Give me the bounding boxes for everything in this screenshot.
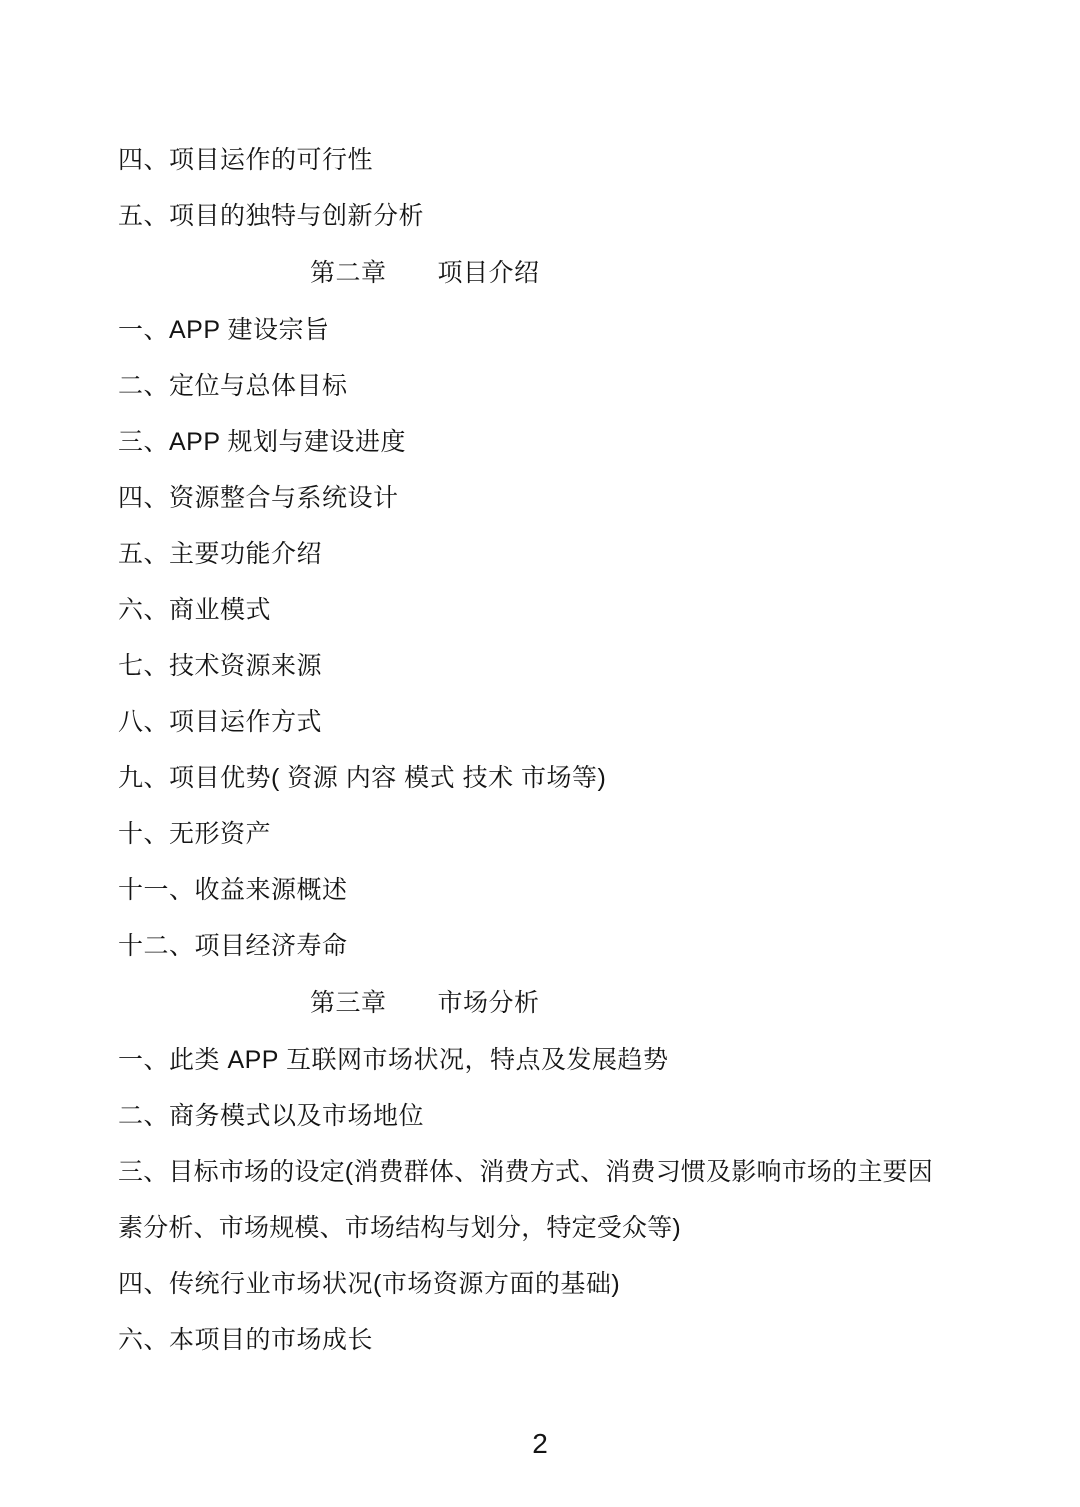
toc-item: 一、此类 APP 互联网市场状况，特点及发展趋势 bbox=[118, 1046, 669, 1074]
toc-item-wrapped bbox=[118, 1144, 963, 1256]
toc-item-line-2: 素分析、市场规模、市场结构与划分，特定受众等) bbox=[118, 1214, 681, 1242]
toc-item: 十一、收益来源概述 bbox=[118, 876, 348, 904]
toc-item: 八、项目运作方式 bbox=[118, 708, 323, 736]
toc-item-line-1: 三、目标市场的设定(消费群体、消费方式、消费习惯及影响市场的主要因 bbox=[118, 1158, 933, 1186]
toc-item: 五、项目的独特与创新分析 bbox=[118, 202, 425, 230]
toc-content bbox=[118, 132, 963, 1368]
toc-item: 六、商业模式 bbox=[118, 596, 272, 624]
toc-item: 二、定位与总体目标 bbox=[118, 372, 348, 400]
toc-item: 四、资源整合与系统设计 bbox=[118, 484, 399, 512]
toc-item: 十二、项目经济寿命 bbox=[118, 932, 348, 960]
toc-item: 四、传统行业市场状况(市场资源方面的基础) bbox=[118, 1270, 621, 1298]
toc-item: 一、APP 建设宗旨 bbox=[118, 316, 330, 344]
toc-item: 四、项目运作的可行性 bbox=[118, 146, 374, 174]
toc-item: 十、无形资产 bbox=[118, 820, 272, 848]
toc-item: 五、主要功能介绍 bbox=[118, 540, 323, 568]
toc-item: 二、商务模式以及市场地位 bbox=[118, 1102, 425, 1130]
chapter-heading: 第三章 市场分析 bbox=[310, 989, 540, 1017]
chapter-heading: 第二章 项目介绍 bbox=[310, 259, 540, 287]
toc-item: 七、技术资源来源 bbox=[118, 652, 323, 680]
toc-item: 六、本项目的市场成长 bbox=[118, 1326, 374, 1354]
toc-item: 九、项目优势( 资源 内容 模式 技术 市场等) bbox=[118, 764, 607, 792]
page-number: 2 bbox=[532, 1428, 548, 1459]
toc-item: 三、APP 规划与建设进度 bbox=[118, 428, 407, 456]
